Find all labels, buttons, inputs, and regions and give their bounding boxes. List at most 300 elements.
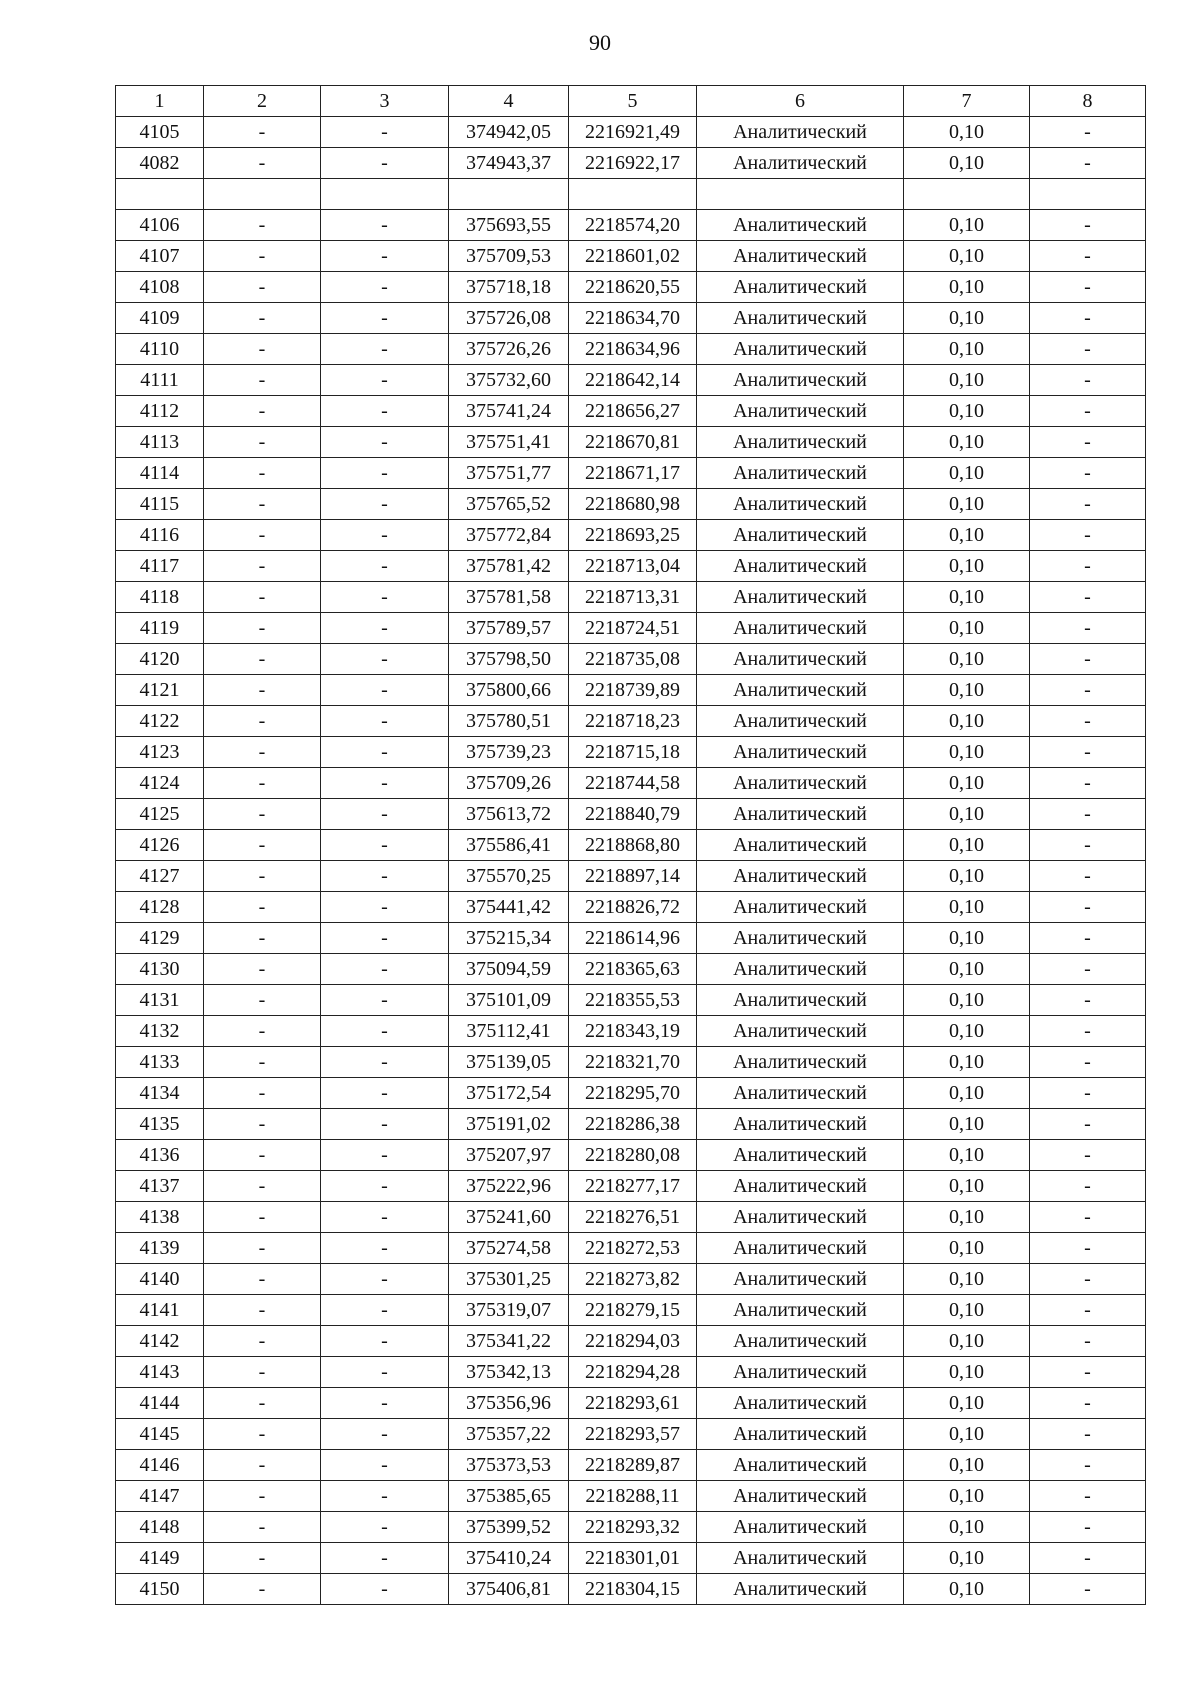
col8-value-cell: - [1030, 644, 1146, 675]
coord-y-cell: 2218289,87 [569, 1450, 697, 1481]
col2-value-cell: - [204, 210, 321, 241]
col8-value-cell: - [1030, 1140, 1146, 1171]
accuracy-cell: 0,10 [904, 954, 1030, 985]
coord-x-cell: 375789,57 [449, 613, 569, 644]
point-number-cell: 4144 [116, 1388, 204, 1419]
accuracy-cell: 0,10 [904, 1233, 1030, 1264]
coord-y-cell: 2218601,02 [569, 241, 697, 272]
table-row [116, 1233, 1146, 1264]
coord-x-cell [449, 179, 569, 210]
point-number-cell: 4131 [116, 985, 204, 1016]
point-number-cell: 4125 [116, 799, 204, 830]
accuracy-cell: 0,10 [904, 892, 1030, 923]
coord-x-cell: 375301,25 [449, 1264, 569, 1295]
method-cell: Аналитический [697, 892, 904, 923]
col8-value-cell: - [1030, 582, 1146, 613]
col2-value-cell: - [204, 1109, 321, 1140]
point-number-cell: 4111 [116, 365, 204, 396]
col8-value-cell: - [1030, 706, 1146, 737]
coord-x-cell: 375094,59 [449, 954, 569, 985]
col2-value-cell: - [204, 1574, 321, 1605]
col3-value-cell: - [321, 1574, 449, 1605]
coord-y-cell: 2218693,25 [569, 520, 697, 551]
column-header: 6 [697, 86, 904, 117]
point-number-cell: 4118 [116, 582, 204, 613]
accuracy-cell: 0,10 [904, 1264, 1030, 1295]
coord-x-cell: 375798,50 [449, 644, 569, 675]
accuracy-cell: 0,10 [904, 520, 1030, 551]
method-cell: Аналитический [697, 1481, 904, 1512]
method-cell: Аналитический [697, 1512, 904, 1543]
table-row [116, 768, 1146, 799]
table-row [116, 489, 1146, 520]
accuracy-cell: 0,10 [904, 737, 1030, 768]
accuracy-cell: 0,10 [904, 1388, 1030, 1419]
coord-y-cell: 2218279,15 [569, 1295, 697, 1326]
table-row [116, 923, 1146, 954]
point-number-cell: 4143 [116, 1357, 204, 1388]
accuracy-cell: 0,10 [904, 1450, 1030, 1481]
accuracy-cell: 0,10 [904, 1326, 1030, 1357]
point-number-cell: 4136 [116, 1140, 204, 1171]
point-number-cell: 4105 [116, 117, 204, 148]
method-cell: Аналитический [697, 954, 904, 985]
coord-x-cell: 375215,34 [449, 923, 569, 954]
coord-x-cell: 375112,41 [449, 1016, 569, 1047]
column-header: 4 [449, 86, 569, 117]
col2-value-cell: - [204, 1016, 321, 1047]
coord-x-cell: 375357,22 [449, 1419, 569, 1450]
col2-value-cell: - [204, 768, 321, 799]
table-row [116, 210, 1146, 241]
coord-x-cell: 375765,52 [449, 489, 569, 520]
col2-value-cell: - [204, 675, 321, 706]
table-row [116, 1047, 1146, 1078]
accuracy-cell: 0,10 [904, 1357, 1030, 1388]
point-number-cell: 4138 [116, 1202, 204, 1233]
point-number-cell: 4128 [116, 892, 204, 923]
point-number-cell: 4116 [116, 520, 204, 551]
col2-value-cell: - [204, 1357, 321, 1388]
method-cell: Аналитический [697, 1202, 904, 1233]
point-number-cell: 4117 [116, 551, 204, 582]
col8-value-cell: - [1030, 985, 1146, 1016]
method-cell: Аналитический [697, 210, 904, 241]
col3-value-cell: - [321, 148, 449, 179]
col8-value-cell: - [1030, 1574, 1146, 1605]
coord-y-cell: 2218713,31 [569, 582, 697, 613]
col3-value-cell: - [321, 675, 449, 706]
coord-x-cell: 375373,53 [449, 1450, 569, 1481]
col2-value-cell: - [204, 644, 321, 675]
coord-y-cell: 2218634,96 [569, 334, 697, 365]
accuracy-cell: 0,10 [904, 1543, 1030, 1574]
col8-value-cell: - [1030, 1326, 1146, 1357]
point-number-cell: 4106 [116, 210, 204, 241]
method-cell: Аналитический [697, 1264, 904, 1295]
table-row [116, 520, 1146, 551]
coord-y-cell: 2218280,08 [569, 1140, 697, 1171]
col2-value-cell: - [204, 551, 321, 582]
col3-value-cell: - [321, 1233, 449, 1264]
point-number-cell: 4108 [116, 272, 204, 303]
point-number-cell: 4124 [116, 768, 204, 799]
table-row [116, 706, 1146, 737]
col3-value-cell: - [321, 1047, 449, 1078]
col8-value-cell: - [1030, 1016, 1146, 1047]
method-cell: Аналитический [697, 985, 904, 1016]
method-cell: Аналитический [697, 551, 904, 582]
coord-x-cell: 375222,96 [449, 1171, 569, 1202]
coord-y-cell: 2218713,04 [569, 551, 697, 582]
point-number-cell: 4113 [116, 427, 204, 458]
col8-value-cell: - [1030, 1481, 1146, 1512]
point-number-cell: 4133 [116, 1047, 204, 1078]
coord-y-cell: 2218897,14 [569, 861, 697, 892]
col8-value-cell: - [1030, 241, 1146, 272]
col3-value-cell: - [321, 613, 449, 644]
point-number-cell: 4140 [116, 1264, 204, 1295]
col8-value-cell: - [1030, 489, 1146, 520]
col8-value-cell: - [1030, 861, 1146, 892]
coord-x-cell: 375410,24 [449, 1543, 569, 1574]
coord-x-cell: 375751,41 [449, 427, 569, 458]
coord-x-cell: 375241,60 [449, 1202, 569, 1233]
point-number-cell: 4123 [116, 737, 204, 768]
table-row [116, 272, 1146, 303]
col3-value-cell: - [321, 117, 449, 148]
column-header: 3 [321, 86, 449, 117]
method-cell: Аналитический [697, 830, 904, 861]
coord-y-cell: 2218680,98 [569, 489, 697, 520]
accuracy-cell: 0,10 [904, 644, 1030, 675]
method-cell: Аналитический [697, 1326, 904, 1357]
coord-y-cell: 2218321,70 [569, 1047, 697, 1078]
accuracy-cell: 0,10 [904, 861, 1030, 892]
col8-value-cell: - [1030, 799, 1146, 830]
col8-value-cell [1030, 179, 1146, 210]
col8-value-cell: - [1030, 551, 1146, 582]
coord-y-cell: 2218343,19 [569, 1016, 697, 1047]
accuracy-cell: 0,10 [904, 1419, 1030, 1450]
point-number-cell: 4130 [116, 954, 204, 985]
coord-y-cell: 2218273,82 [569, 1264, 697, 1295]
method-cell: Аналитический [697, 1357, 904, 1388]
method-cell: Аналитический [697, 706, 904, 737]
coord-y-cell: 2218286,38 [569, 1109, 697, 1140]
col8-value-cell: - [1030, 675, 1146, 706]
coord-x-cell: 375191,02 [449, 1109, 569, 1140]
method-cell: Аналитический [697, 334, 904, 365]
col2-value-cell: - [204, 1233, 321, 1264]
table-row [116, 148, 1146, 179]
coord-y-cell: 2218656,27 [569, 396, 697, 427]
method-cell: Аналитический [697, 489, 904, 520]
coord-x-cell: 375441,42 [449, 892, 569, 923]
accuracy-cell: 0,10 [904, 1171, 1030, 1202]
col3-value-cell [321, 179, 449, 210]
col2-value-cell: - [204, 1171, 321, 1202]
accuracy-cell: 0,10 [904, 489, 1030, 520]
col2-value-cell: - [204, 1388, 321, 1419]
accuracy-cell: 0,10 [904, 923, 1030, 954]
method-cell: Аналитический [697, 365, 904, 396]
method-cell: Аналитический [697, 241, 904, 272]
col8-value-cell: - [1030, 1264, 1146, 1295]
coord-x-cell: 375732,60 [449, 365, 569, 396]
col2-value-cell: - [204, 1202, 321, 1233]
coord-x-cell: 375399,52 [449, 1512, 569, 1543]
accuracy-cell: 0,10 [904, 551, 1030, 582]
point-number-cell: 4149 [116, 1543, 204, 1574]
col8-value-cell: - [1030, 1357, 1146, 1388]
col2-value-cell: - [204, 148, 321, 179]
col2-value-cell: - [204, 1078, 321, 1109]
method-cell: Аналитический [697, 303, 904, 334]
point-number-cell: 4126 [116, 830, 204, 861]
col2-value-cell: - [204, 954, 321, 985]
col3-value-cell: - [321, 892, 449, 923]
coord-x-cell: 375319,07 [449, 1295, 569, 1326]
col3-value-cell: - [321, 706, 449, 737]
method-cell: Аналитический [697, 1543, 904, 1574]
point-number-cell: 4142 [116, 1326, 204, 1357]
col2-value-cell: - [204, 861, 321, 892]
coordinates-table [115, 85, 1146, 1605]
col2-value-cell: - [204, 923, 321, 954]
table-row [116, 613, 1146, 644]
table-row [116, 1450, 1146, 1481]
coord-y-cell: 2218642,14 [569, 365, 697, 396]
coord-y-cell: 2218715,18 [569, 737, 697, 768]
accuracy-cell: 0,10 [904, 613, 1030, 644]
point-number-cell: 4147 [116, 1481, 204, 1512]
coord-y-cell: 2216922,17 [569, 148, 697, 179]
table-row [116, 830, 1146, 861]
method-cell: Аналитический [697, 1171, 904, 1202]
point-number-cell: 4122 [116, 706, 204, 737]
coord-y-cell: 2218739,89 [569, 675, 697, 706]
accuracy-cell: 0,10 [904, 1109, 1030, 1140]
table-row [116, 179, 1146, 210]
coord-x-cell: 375709,53 [449, 241, 569, 272]
table-row [116, 1574, 1146, 1605]
col8-value-cell: - [1030, 613, 1146, 644]
col3-value-cell: - [321, 954, 449, 985]
coord-x-cell: 375726,26 [449, 334, 569, 365]
table-body [116, 117, 1146, 1605]
coord-y-cell: 2218744,58 [569, 768, 697, 799]
col2-value-cell: - [204, 303, 321, 334]
coord-x-cell: 375781,58 [449, 582, 569, 613]
col3-value-cell: - [321, 737, 449, 768]
col8-value-cell: - [1030, 768, 1146, 799]
table-row [116, 117, 1146, 148]
col2-value-cell: - [204, 241, 321, 272]
method-cell: Аналитический [697, 613, 904, 644]
table-row [116, 1388, 1146, 1419]
coord-y-cell: 2218574,20 [569, 210, 697, 241]
table-row [116, 1543, 1146, 1574]
coord-y-cell [569, 179, 697, 210]
col2-value-cell: - [204, 458, 321, 489]
table-row [116, 396, 1146, 427]
coord-x-cell: 375406,81 [449, 1574, 569, 1605]
col3-value-cell: - [321, 1543, 449, 1574]
table-row [116, 892, 1146, 923]
method-cell: Аналитический [697, 1450, 904, 1481]
table-row [116, 334, 1146, 365]
point-number-cell: 4110 [116, 334, 204, 365]
col8-value-cell: - [1030, 954, 1146, 985]
col8-value-cell: - [1030, 117, 1146, 148]
col8-value-cell: - [1030, 427, 1146, 458]
col3-value-cell: - [321, 1078, 449, 1109]
coord-x-cell: 375726,08 [449, 303, 569, 334]
col8-value-cell: - [1030, 1078, 1146, 1109]
accuracy-cell: 0,10 [904, 427, 1030, 458]
point-number-cell: 4114 [116, 458, 204, 489]
method-cell: Аналитический [697, 396, 904, 427]
accuracy-cell: 0,10 [904, 148, 1030, 179]
accuracy-cell [904, 179, 1030, 210]
table-row [116, 1140, 1146, 1171]
coord-x-cell: 375139,05 [449, 1047, 569, 1078]
point-number-cell: 4150 [116, 1574, 204, 1605]
coord-y-cell: 2218868,80 [569, 830, 697, 861]
col3-value-cell: - [321, 1140, 449, 1171]
point-number-cell: 4109 [116, 303, 204, 334]
col2-value-cell: - [204, 1543, 321, 1574]
table-row [116, 1512, 1146, 1543]
coord-y-cell: 2218718,23 [569, 706, 697, 737]
table-row [116, 241, 1146, 272]
accuracy-cell: 0,10 [904, 458, 1030, 489]
col2-value-cell [204, 179, 321, 210]
table-row [116, 1202, 1146, 1233]
accuracy-cell: 0,10 [904, 1078, 1030, 1109]
accuracy-cell: 0,10 [904, 1512, 1030, 1543]
table-row [116, 551, 1146, 582]
col8-value-cell: - [1030, 303, 1146, 334]
point-number-cell: 4121 [116, 675, 204, 706]
coord-y-cell: 2218294,03 [569, 1326, 697, 1357]
column-header: 5 [569, 86, 697, 117]
coord-y-cell: 2218826,72 [569, 892, 697, 923]
point-number-cell [116, 179, 204, 210]
col3-value-cell: - [321, 830, 449, 861]
point-number-cell: 4119 [116, 613, 204, 644]
col2-value-cell: - [204, 1481, 321, 1512]
col3-value-cell: - [321, 489, 449, 520]
method-cell: Аналитический [697, 768, 904, 799]
accuracy-cell: 0,10 [904, 303, 1030, 334]
column-header: 8 [1030, 86, 1146, 117]
column-header: 7 [904, 86, 1030, 117]
accuracy-cell: 0,10 [904, 334, 1030, 365]
col2-value-cell: - [204, 799, 321, 830]
col2-value-cell: - [204, 489, 321, 520]
coord-y-cell: 2218295,70 [569, 1078, 697, 1109]
coord-y-cell: 2218293,57 [569, 1419, 697, 1450]
coord-x-cell: 375772,84 [449, 520, 569, 551]
table-row [116, 644, 1146, 675]
coord-x-cell: 375570,25 [449, 861, 569, 892]
coord-x-cell: 375781,42 [449, 551, 569, 582]
accuracy-cell: 0,10 [904, 272, 1030, 303]
point-number-cell: 4141 [116, 1295, 204, 1326]
col2-value-cell: - [204, 1512, 321, 1543]
col3-value-cell: - [321, 365, 449, 396]
point-number-cell: 4112 [116, 396, 204, 427]
accuracy-cell: 0,10 [904, 241, 1030, 272]
coord-x-cell: 374942,05 [449, 117, 569, 148]
col8-value-cell: - [1030, 923, 1146, 954]
point-number-cell: 4129 [116, 923, 204, 954]
col8-value-cell: - [1030, 458, 1146, 489]
accuracy-cell: 0,10 [904, 675, 1030, 706]
coord-y-cell: 2216921,49 [569, 117, 697, 148]
table-row [116, 1295, 1146, 1326]
table-row [116, 1016, 1146, 1047]
accuracy-cell: 0,10 [904, 706, 1030, 737]
col8-value-cell: - [1030, 737, 1146, 768]
method-cell: Аналитический [697, 644, 904, 675]
col2-value-cell: - [204, 1326, 321, 1357]
col8-value-cell: - [1030, 1450, 1146, 1481]
col3-value-cell: - [321, 1388, 449, 1419]
col3-value-cell: - [321, 1109, 449, 1140]
coord-y-cell: 2218840,79 [569, 799, 697, 830]
method-cell: Аналитический [697, 1109, 904, 1140]
col2-value-cell: - [204, 830, 321, 861]
table-row [116, 675, 1146, 706]
coord-x-cell: 375800,66 [449, 675, 569, 706]
coord-x-cell: 375693,55 [449, 210, 569, 241]
coord-y-cell: 2218634,70 [569, 303, 697, 334]
method-cell: Аналитический [697, 1047, 904, 1078]
col3-value-cell: - [321, 582, 449, 613]
col8-value-cell: - [1030, 365, 1146, 396]
table-row [116, 985, 1146, 1016]
coord-y-cell: 2218620,55 [569, 272, 697, 303]
col2-value-cell: - [204, 1419, 321, 1450]
point-number-cell: 4148 [116, 1512, 204, 1543]
col2-value-cell: - [204, 396, 321, 427]
col2-value-cell: - [204, 985, 321, 1016]
col8-value-cell: - [1030, 1233, 1146, 1264]
coord-x-cell: 375739,23 [449, 737, 569, 768]
col3-value-cell: - [321, 1450, 449, 1481]
coord-x-cell: 375341,22 [449, 1326, 569, 1357]
coord-y-cell: 2218272,53 [569, 1233, 697, 1264]
col2-value-cell: - [204, 334, 321, 365]
coord-y-cell: 2218294,28 [569, 1357, 697, 1388]
method-cell: Аналитический [697, 582, 904, 613]
col3-value-cell: - [321, 241, 449, 272]
coord-x-cell: 375274,58 [449, 1233, 569, 1264]
coord-x-cell: 375586,41 [449, 830, 569, 861]
table-row [116, 954, 1146, 985]
col8-value-cell: - [1030, 1047, 1146, 1078]
col8-value-cell: - [1030, 1171, 1146, 1202]
col2-value-cell: - [204, 427, 321, 458]
coord-y-cell: 2218614,96 [569, 923, 697, 954]
point-number-cell: 4134 [116, 1078, 204, 1109]
table-row [116, 1481, 1146, 1512]
accuracy-cell: 0,10 [904, 1047, 1030, 1078]
method-cell: Аналитический [697, 117, 904, 148]
